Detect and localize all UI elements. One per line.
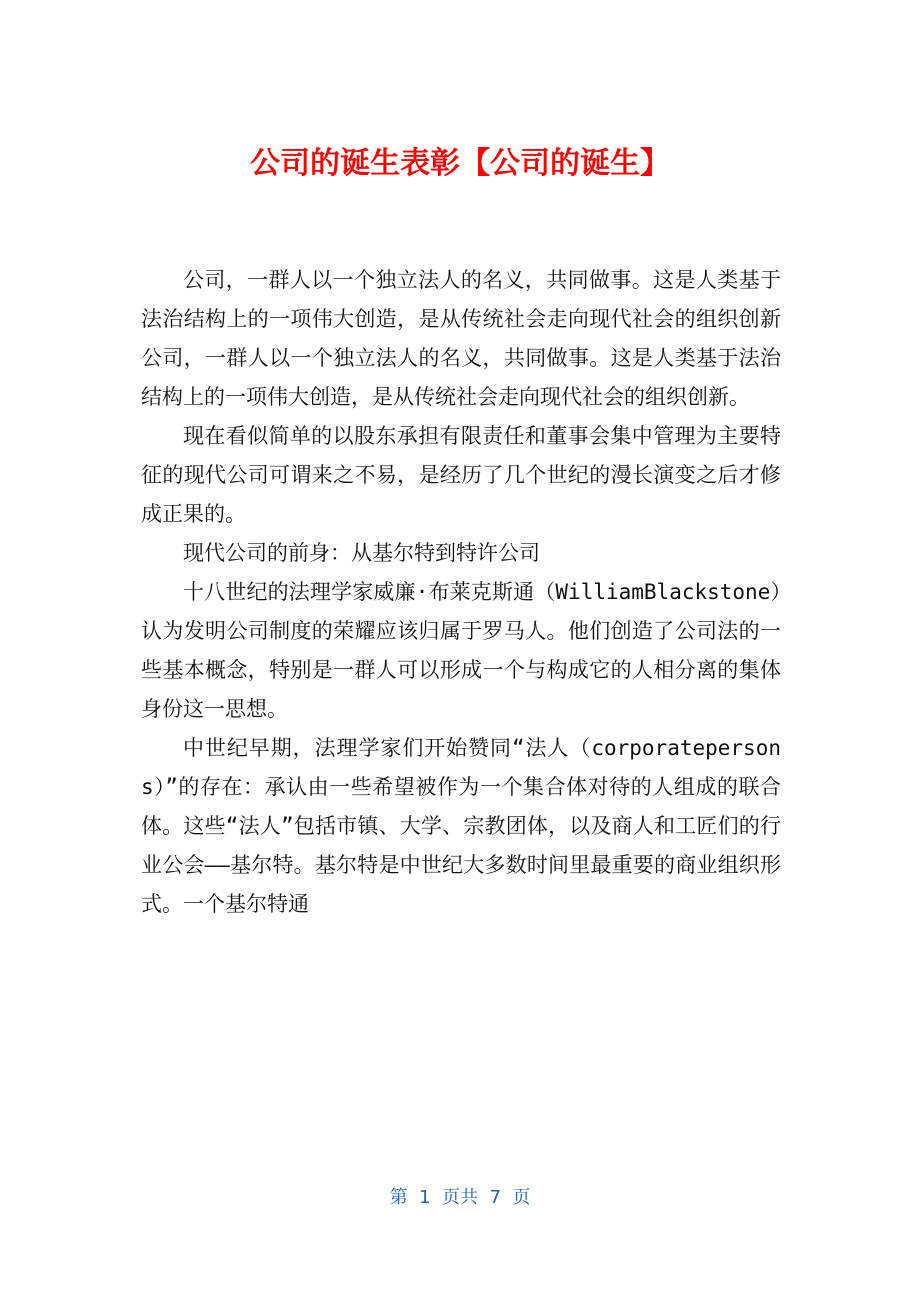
paragraph: 十八世纪的法理学家威廉·布莱克斯通（WilliamBlackstone）认为发明公司制度的荣耀应该归属于罗马人。他们创造了公司法的一些基本概念，特别是一群人可以形成一个与构成它的人相分离的集体身份这一思想。 bbox=[141, 580, 781, 721]
paragraph: 公司，一群人以一个独立法人的名义，共同做事。这是人类基于法治结构上的一项伟大创造，是从传统社会走向现代社会的组织创新公司，一群人以一个独立法人的名义，共同做事。这是人类基于法治结构上的一项伟大创造，是从传统社会走向现代社会的组织创新。 bbox=[141, 268, 781, 409]
paragraph: 中世纪早期，法理学家们开始赞同“法人（corporatepersons）”的存在：承认由一些希望被作为一个集合体对待的人组成的联合体。这些“法人”包括市镇、大学、宗教团体，以及商人和工匠们的行业公会——基尔特。基尔特是中世纪大多数时间里最重要的商业组织形式。一个基尔特通 bbox=[141, 736, 781, 916]
paragraph: 现在看似简单的以股东承担有限责任和董事会集中管理为主要特征的现代公司可谓来之不易，是经历了几个世纪的漫长演变之后才修成正果的。 bbox=[141, 424, 781, 526]
page-footer: 第 1 页共 7 页 bbox=[389, 1187, 531, 1208]
section-heading-paragraph: 现代公司的前身：从基尔特到特许公司 bbox=[183, 541, 540, 565]
document-body bbox=[141, 261, 781, 924]
document-title: 公司的诞生表彰【公司的诞生】 bbox=[250, 146, 670, 181]
